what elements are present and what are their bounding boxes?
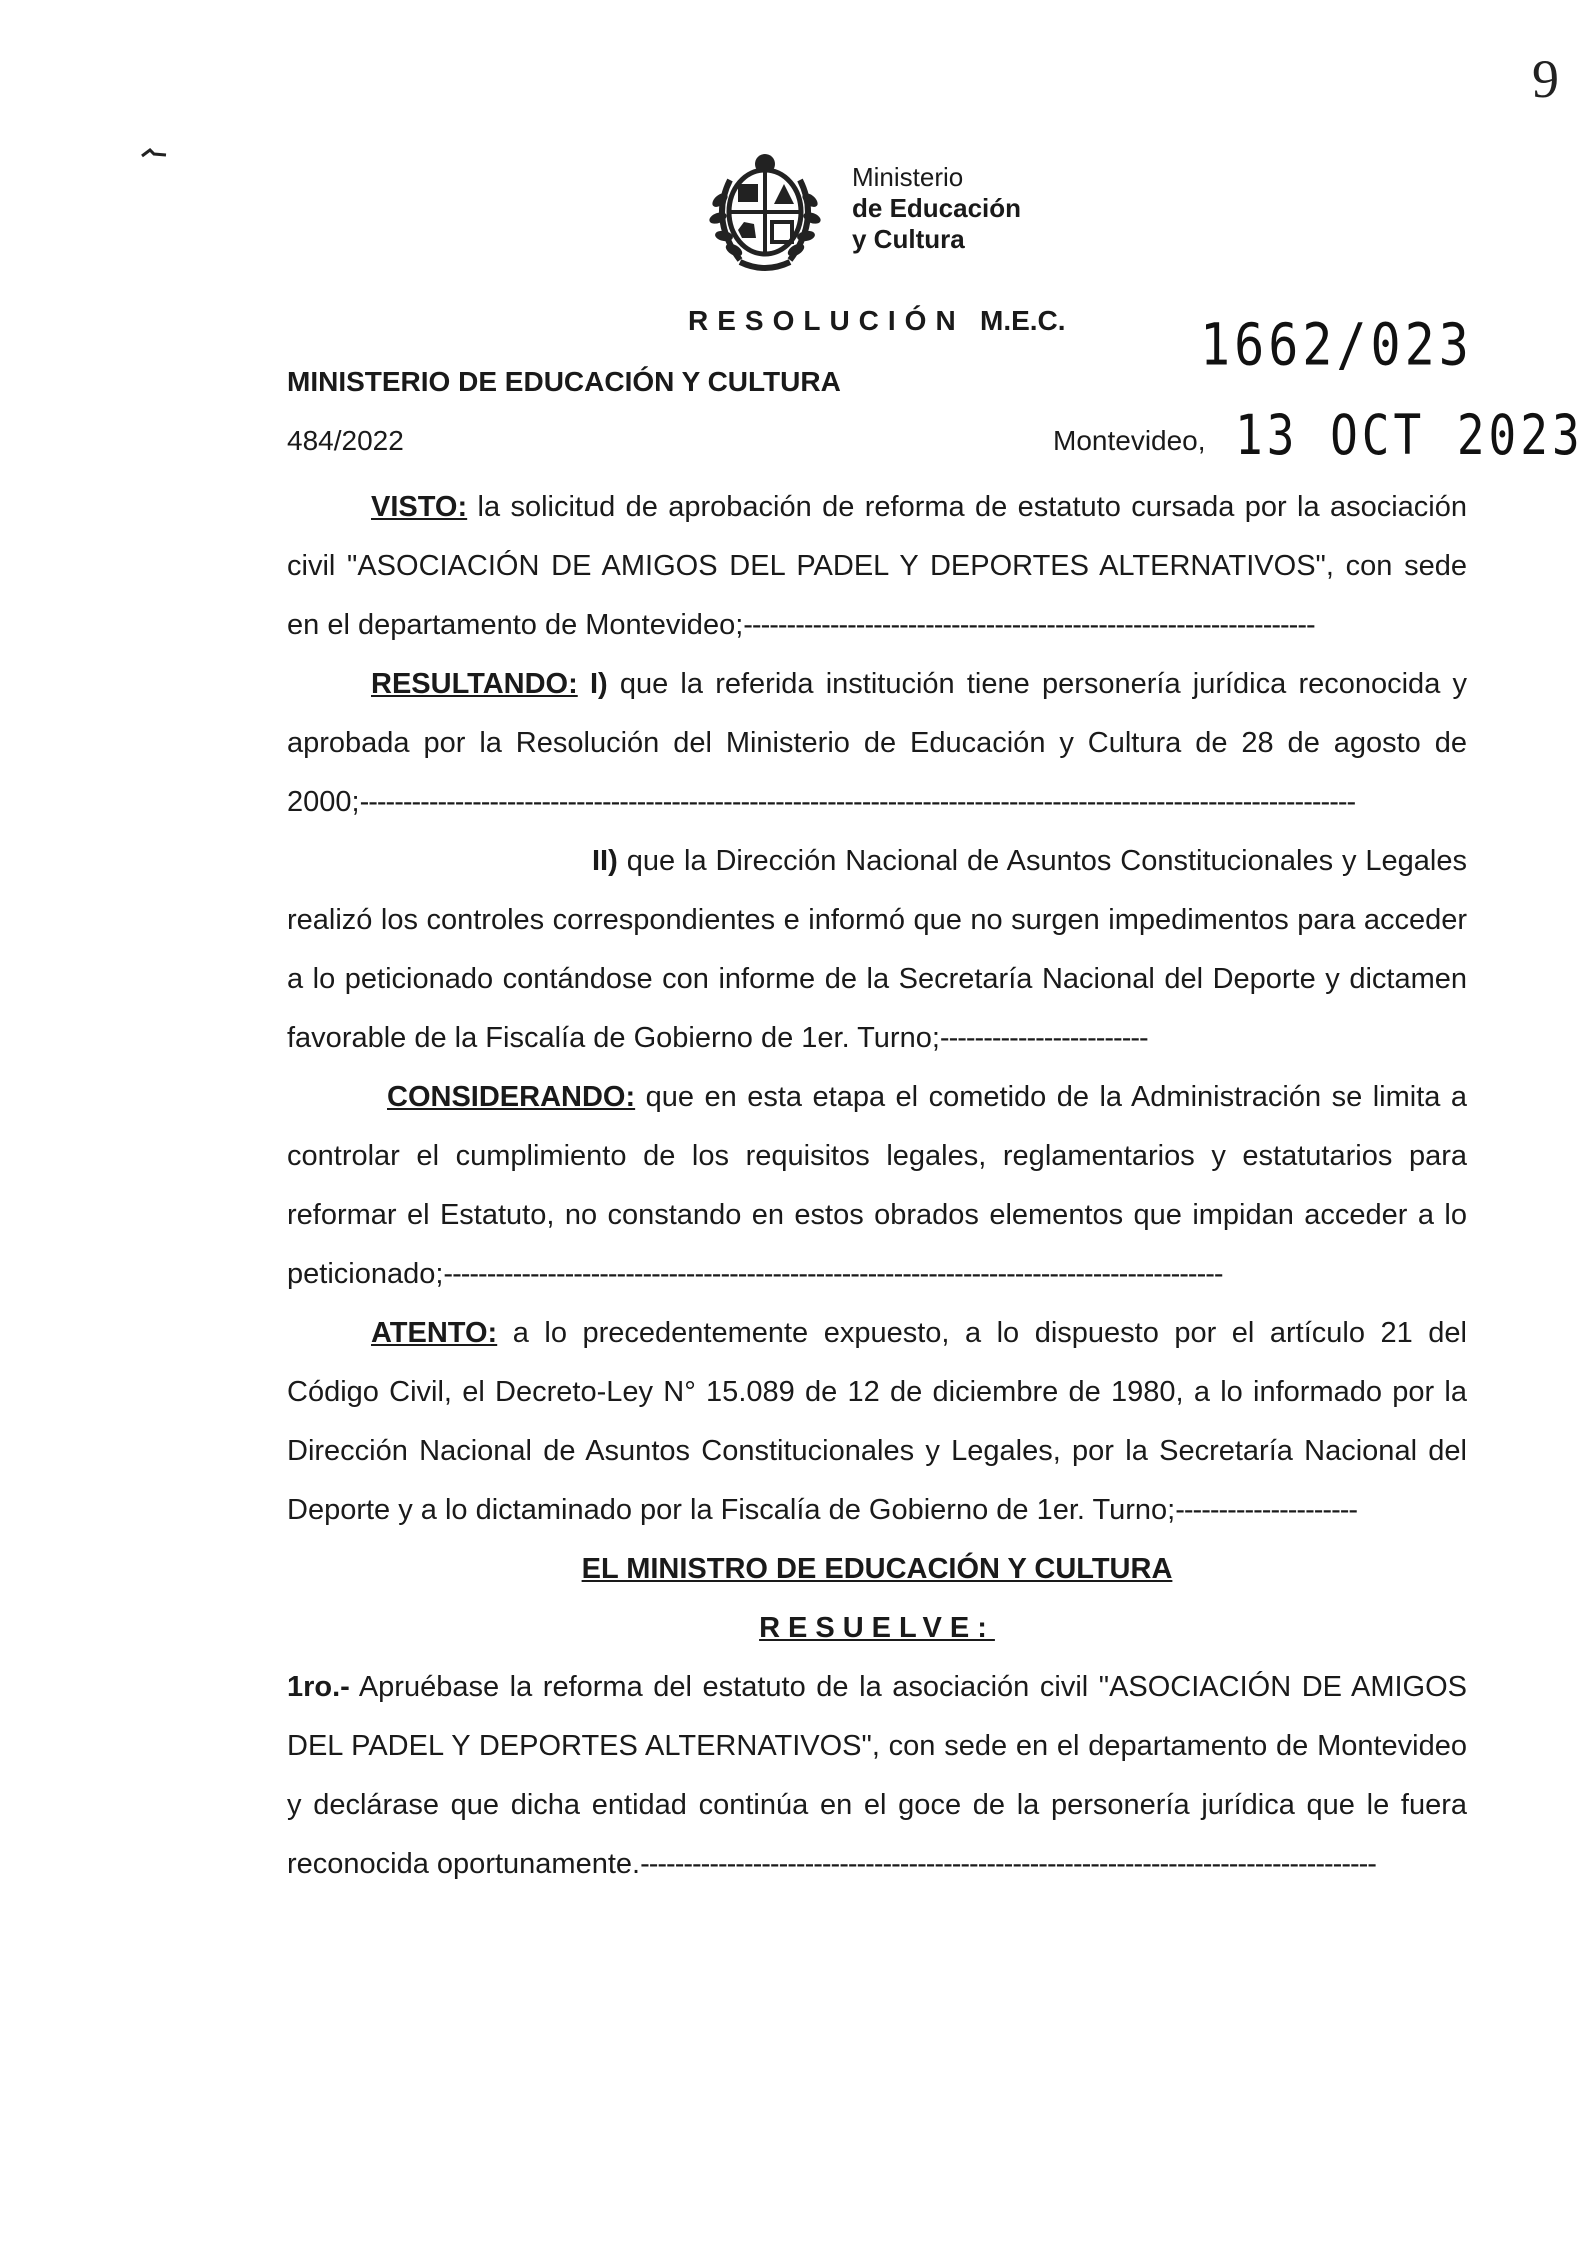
considerando-paragraph: [287, 1068, 1467, 1304]
minister-heading: EL MINISTRO DE EDUCACIÓN Y CULTURA: [581, 1553, 1173, 1585]
ministry-line-2: de Educación: [852, 193, 1022, 223]
resolution-org: M.E.C.: [980, 305, 1066, 336]
resultando-i-label: I): [589, 668, 608, 700]
resolution-number: 1662/023: [1200, 311, 1473, 379]
resultando-ii-label: II): [592, 845, 618, 877]
scan-mark-icon: [140, 148, 168, 158]
resultando-i-paragraph: [287, 655, 1467, 832]
visto-paragraph: [287, 478, 1467, 655]
resolution-title: RESOLUCIÓN: [688, 305, 965, 336]
atento-dashes: ---------------------: [1175, 1494, 1358, 1526]
article-1-dashes: -------------------------------------------------------------------------------------: [640, 1848, 1376, 1880]
resultando-ii-dashes: ------------------------: [939, 1022, 1148, 1054]
resolution-body: [287, 478, 1467, 1894]
page-number: 9: [1532, 49, 1559, 109]
coat-of-arms-icon: [700, 150, 830, 275]
resuelve-heading: RESUELVE:: [759, 1612, 995, 1644]
ministry-name: [852, 162, 1021, 255]
visto-text: la solicitud de aprobación de reforma de estatuto cursada por la asociación civil "ASOCIACIÓN DE AMIGOS DEL PADEL Y DEPORTES ALTERNATIVOS", con sede en el departamento de Montevideo;: [287, 491, 1467, 641]
issuer-heading: MINISTERIO DE EDUCACIÓN Y CULTURA: [287, 366, 841, 397]
ministry-line-1: Ministerio: [852, 162, 964, 192]
article-1-label: 1ro.-: [287, 1671, 350, 1703]
article-1-paragraph: [287, 1658, 1467, 1894]
atento-text: a lo precedentemente expuesto, a lo dispuesto por el artículo 21 del Código Civil, el Decreto-Ley N° 15.089 de 12 de diciembre de 1980, a lo informado por la Dirección Nacional de Asuntos Constitucionales y Legales, por la Secretaría Nacional del Deporte y a lo dictaminado por la Fiscalía de Gobierno de 1er. Turno;: [287, 1317, 1467, 1526]
file-number: 484/2022: [287, 425, 404, 456]
considerando-text: que en esta etapa el cometido de la Administración se limita a controlar el cumplimiento de los requisitos legales, reglamentarios y estatutarios para reformar el Estatuto, no constando en estos obrados elementos que impidan acceder a lo peticionado;: [287, 1081, 1467, 1290]
atento-label: ATENTO:: [371, 1317, 498, 1349]
considerando-dashes: ------------------------------------------------------------------------------------------: [443, 1258, 1223, 1290]
visto-label: VISTO:: [371, 491, 468, 523]
visto-dashes: ------------------------------------------------------------------: [743, 609, 1315, 641]
ministry-line-3: y Cultura: [852, 224, 965, 254]
resultando-ii-text: que la Dirección Nacional de Asuntos Constitucionales y Legales realizó los controles correspondientes e informó que no surgen impedimentos para acceder a lo peticionado contándose con informe de la Secretaría Nacional del Deporte y dictamen favorable de la Fiscalía de Gobierno de 1er. Turno;: [287, 845, 1467, 1054]
resultando-i-dashes: -------------------------------------------------------------------------------------------------------------------: [359, 786, 1356, 818]
ministry-header: [700, 150, 1100, 275]
place-label: Montevideo,: [1053, 425, 1206, 456]
resultando-label: RESULTANDO:: [371, 668, 578, 700]
resultando-i-text: que la referida institución tiene personería jurídica reconocida y aprobada por la Resolución del Ministerio de Educación y Cultura de 28 de agosto de 2000;: [287, 668, 1468, 818]
article-1-text: Apruébase la reforma del estatuto de la asociación civil "ASOCIACIÓN DE AMIGOS DEL PADEL Y DEPORTES ALTERNATIVOS", con sede en el departamento de Montevideo y declárase que dicha entidad continúa en el goce de la personería jurídica que le fuera reconocida oportunamente.: [287, 1671, 1467, 1880]
date-stamp: 13 OCT 2023: [1235, 402, 1584, 468]
resultando-ii-paragraph: [287, 832, 1467, 1068]
considerando-label: CONSIDERANDO:: [387, 1081, 636, 1113]
atento-paragraph: [287, 1304, 1467, 1540]
